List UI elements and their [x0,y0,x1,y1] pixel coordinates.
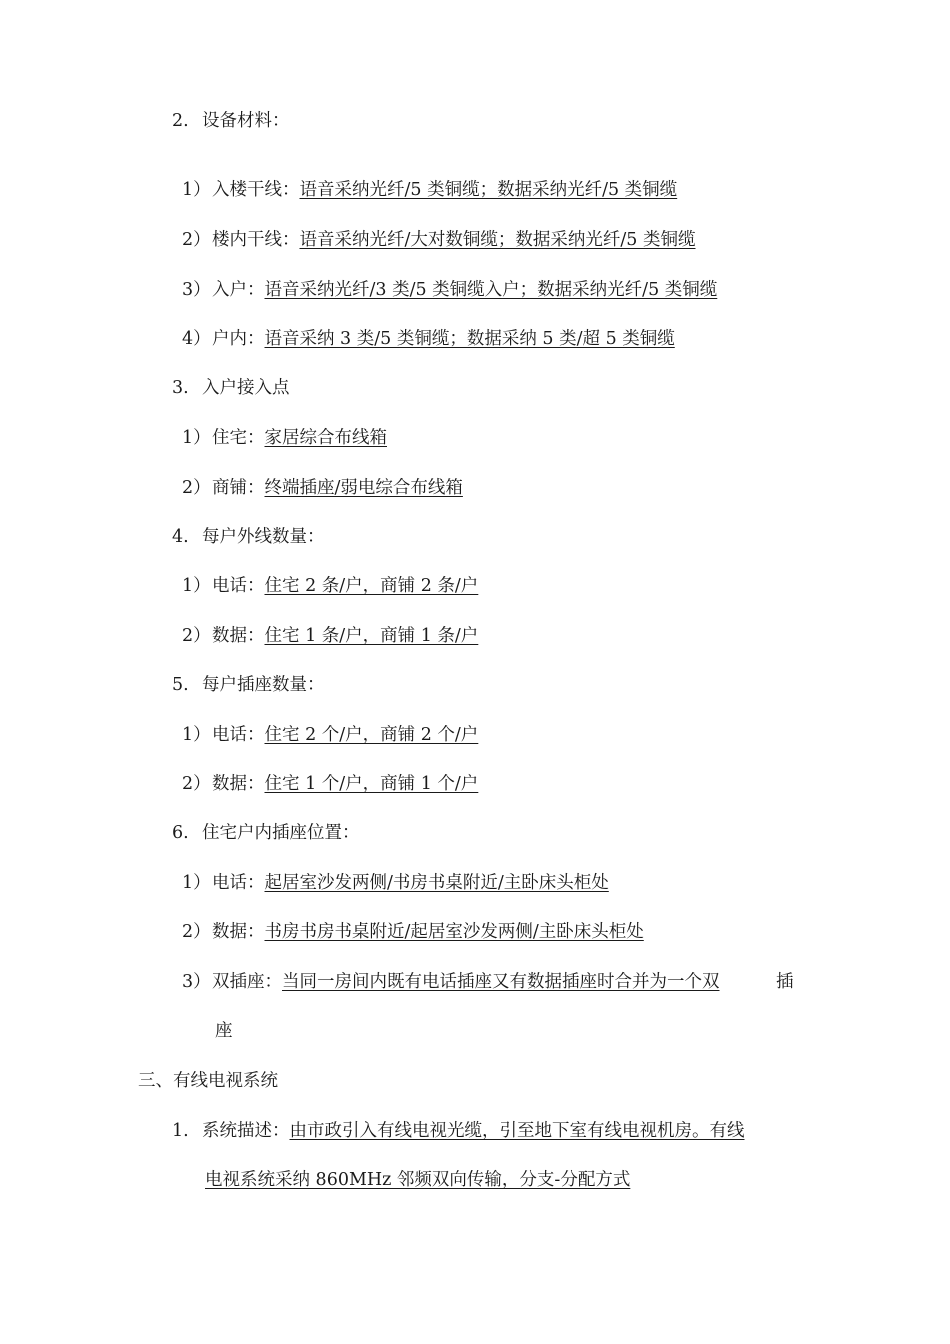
chapter-heading [138,1069,278,1093]
item-number: 1） [182,428,211,448]
list-item [182,920,644,944]
item-value: 家居综合布线箱 [264,428,387,448]
item-value: 由市政引入有线电视光缆，引至地下室有线电视机房。有线 [289,1121,745,1141]
list-item [182,476,463,500]
item-value: 语音采纳光纤/大对数铜缆；数据采纳光纤/5 类铜缆 [299,230,696,250]
list-item [182,426,387,450]
item-label: 每户外线数量： [202,527,325,547]
item-number: 2） [182,230,211,250]
item-value: 住宅 2 条/户，商铺 2 条/户 [264,576,479,596]
item-number: 3） [182,972,211,992]
list-item [182,970,720,994]
list-item [182,723,478,747]
item-value: 终端插座/弱电综合布线箱 [264,478,463,498]
item-label: 入户接入点 [202,378,290,398]
item-number: 2） [182,478,211,498]
item-value: 书房书房书桌附近/起居室沙发两侧/主卧床头柜处 [264,922,644,942]
item-label: 三、有线电视系统 [138,1071,278,1091]
item-number: 6. [172,823,189,843]
item-label: 设备材料： [202,111,290,131]
wrapped-text [215,1019,233,1043]
list-item [182,278,717,302]
item-number: 3. [172,378,189,398]
item-label: 电话： [212,873,265,893]
item-label: 商铺： [212,478,265,498]
item-label: 双插座： [212,972,282,992]
list-item [182,327,675,351]
item-value: 插 [776,972,794,992]
item-value: 语音采纳光纤/5 类铜缆；数据采纳光纤/5 类铜缆 [299,180,678,200]
item-label: 入户： [212,280,265,300]
wrapped-text [776,970,794,994]
section-heading-equipment [172,109,290,133]
item-label: 电话： [212,576,265,596]
item-label: 电话： [212,725,265,745]
item-number: 3） [182,280,211,300]
item-value: 语音采纳 3 类/5 类铜缆；数据采纳 5 类/超 5 类铜缆 [264,329,675,349]
item-label: 住宅户内插座位置： [202,823,360,843]
item-number: 1. [172,1121,189,1141]
item-value: 语音采纳光纤/3 类/5 类铜缆入户；数据采纳光纤/5 类铜缆 [264,280,718,300]
list-item [182,624,478,648]
section-heading-socket-location [172,821,360,845]
list-item [182,871,609,895]
item-value: 住宅 1 条/户，商铺 1 条/户 [264,626,479,646]
item-label: 系统描述： [202,1121,290,1141]
list-item [182,574,478,598]
item-number: 5. [172,675,189,695]
item-value: 电视系统采纳 860MHz 邻频双向传输，分支-分配方式 [205,1170,631,1190]
list-item [182,178,677,202]
item-label: 数据： [212,922,265,942]
item-label: 楼内干线： [212,230,300,250]
section-heading-access-point [172,376,290,400]
item-label: 每户插座数量： [202,675,325,695]
item-number: 1） [182,180,211,200]
item-value: 住宅 2 个/户，商铺 2 个/户 [264,725,479,745]
item-number: 1） [182,576,211,596]
item-label: 数据： [212,774,265,794]
item-label: 数据： [212,626,265,646]
item-number: 2） [182,922,211,942]
section-heading-external-lines [172,525,325,549]
item-number: 2. [172,111,189,131]
item-number: 4. [172,527,189,547]
wrapped-text [205,1168,630,1192]
item-number: 2） [182,626,211,646]
item-label: 座 [215,1021,233,1041]
section-heading-socket-count [172,673,325,697]
list-item [182,228,696,252]
item-number: 2） [182,774,211,794]
item-label: 户内： [212,329,265,349]
item-value: 起居室沙发两侧/书房书桌附近/主卧床头柜处 [264,873,609,893]
list-item [172,1119,745,1143]
item-label: 入楼干线： [212,180,300,200]
item-number: 1） [182,873,211,893]
item-label: 住宅： [212,428,265,448]
item-value: 住宅 1 个/户，商铺 1 个/户 [264,774,479,794]
item-number: 1） [182,725,211,745]
item-value: 当同一房间内既有电话插座又有数据插座时合并为一个双 [282,972,720,992]
list-item [182,772,478,796]
item-number: 4） [182,329,211,349]
